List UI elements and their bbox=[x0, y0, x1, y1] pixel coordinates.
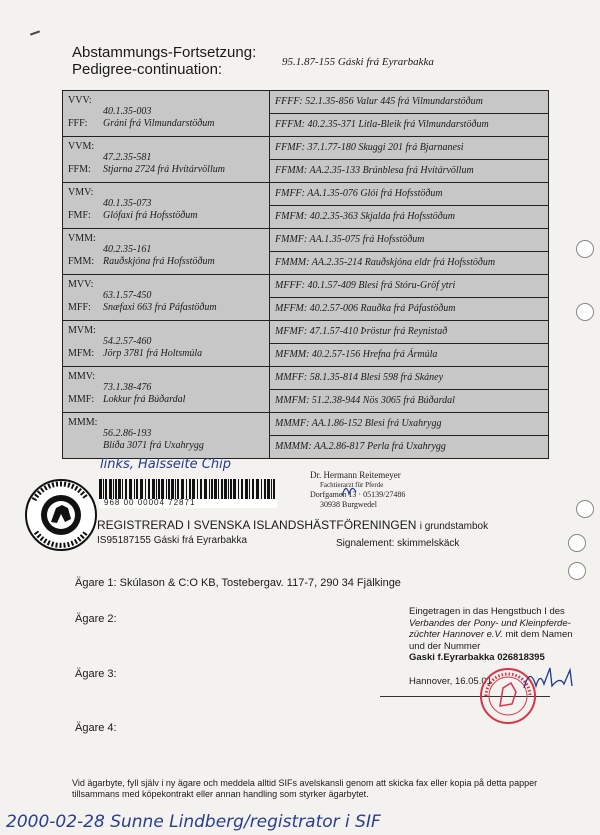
barcode-bar bbox=[109, 479, 112, 499]
barcode-bar bbox=[168, 479, 170, 499]
barcode-bar bbox=[209, 479, 210, 499]
barcode-bar bbox=[267, 479, 270, 499]
barcode-bar bbox=[264, 479, 266, 499]
ancestor-number: 47.2.35-581 bbox=[103, 152, 152, 163]
pedigree-right-cell bbox=[270, 137, 549, 183]
ancestor-number: 73.1.38-476 bbox=[103, 382, 152, 393]
barcode-bar bbox=[197, 479, 198, 499]
vet-city: 30938 Burgwedel bbox=[320, 500, 377, 509]
vet-name: Dr. Hermann Reitemeyer bbox=[310, 470, 401, 480]
registration-heading: REGISTRERAD I SVENSKA ISLANDSHÄSTFÖRENINGEN bbox=[97, 518, 417, 532]
barcode-bar bbox=[99, 479, 102, 499]
ancestor-name: Stjarna 2724 frá Hvítárvöllum bbox=[103, 164, 225, 175]
pedigree-left-cell bbox=[63, 137, 270, 183]
pedigree-left-cell bbox=[63, 321, 270, 367]
barcode-bar bbox=[145, 479, 146, 499]
barcode-bar bbox=[249, 479, 250, 499]
vet-signature-scribble bbox=[340, 482, 358, 498]
barcode-bar bbox=[192, 479, 195, 499]
barcode bbox=[99, 479, 277, 499]
ancestor-number: 54.2.57-460 bbox=[103, 336, 152, 347]
barcode-bar bbox=[140, 479, 143, 499]
barcode-bar bbox=[204, 479, 207, 499]
ancestor-name: Snæfaxi 663 frá Páfastöðum bbox=[103, 302, 217, 313]
header-title bbox=[72, 44, 256, 78]
barcode-bar bbox=[271, 479, 272, 499]
binder-hole bbox=[576, 240, 594, 258]
owner-2-label: Ägare 2: bbox=[75, 613, 117, 625]
barcode-bar bbox=[230, 479, 232, 499]
great-grandparent-entry: MMMM: AA.2.86-817 Perla frá Uxahrygg bbox=[270, 435, 548, 458]
barcode-bar bbox=[224, 479, 227, 499]
hannover-date: Hannover, 16.05.01 bbox=[409, 675, 492, 687]
barcode-bar bbox=[200, 479, 202, 499]
stray-mark bbox=[30, 30, 40, 35]
great-grandparent-entry: FMFM: 40.2.35-363 Skjalda frá Hofsstöðum bbox=[270, 205, 548, 228]
pedigree-left-cell bbox=[63, 367, 270, 413]
ancestor-code: VMM: bbox=[68, 233, 96, 244]
title-english: Pedigree-continuation: bbox=[72, 61, 223, 78]
svenska-islandshast-logo bbox=[24, 478, 98, 552]
ancestor-sub-code: FFF: bbox=[68, 118, 88, 129]
pedigree-left-cell bbox=[63, 413, 270, 459]
barcode-bar bbox=[113, 479, 114, 499]
ancestor-sub-code: MFM: bbox=[68, 348, 95, 359]
ancestor-sub-code: FMM: bbox=[68, 256, 95, 267]
ancestor-code: MVV: bbox=[68, 279, 94, 290]
great-grandparent-entry: MMMF: AA.1.86-152 Blesi frá Uxahrygg bbox=[275, 418, 442, 429]
barcode-bar bbox=[134, 479, 135, 499]
barcode-bar bbox=[186, 479, 187, 499]
barcode-bar bbox=[125, 479, 127, 499]
ancestor-code: VVM: bbox=[68, 141, 95, 152]
barcode-bar bbox=[233, 479, 236, 499]
barcode-bar bbox=[161, 479, 164, 499]
barcode-bar bbox=[238, 479, 239, 499]
barcode-bar bbox=[136, 479, 138, 499]
barcode-bar bbox=[273, 479, 275, 499]
great-grandparent-entry: FFFM: 40.2.35-371 Litla-Bleik frá Vilmundarstöðum bbox=[270, 113, 548, 136]
ancestor-number: 40.2.35-161 bbox=[103, 244, 152, 255]
owner-1-label: Ägare 1: bbox=[75, 577, 117, 589]
barcode-bar bbox=[252, 479, 254, 499]
owner-4-label: Ägare 4: bbox=[75, 722, 117, 734]
barcode-bar bbox=[241, 479, 243, 499]
great-grandparent-entry: FMFF: AA.1.35-076 Glói frá Hofsstöðum bbox=[275, 188, 443, 199]
barcode-bar bbox=[221, 479, 223, 499]
pedigree-row bbox=[63, 321, 549, 367]
barcode-bar bbox=[245, 479, 248, 499]
ancestor-name: Blíða 3071 frá Uxahrygg bbox=[103, 440, 204, 451]
pedigree-row bbox=[63, 367, 549, 413]
barcode-bar bbox=[171, 479, 174, 499]
hannover-signature bbox=[520, 662, 580, 696]
barcode-bar bbox=[129, 479, 132, 499]
barcode-bar bbox=[105, 479, 107, 499]
vet-title: Fachtierarzt für Pferde bbox=[320, 481, 384, 489]
vet-address: Dorfgamen 13 · 05139/27486 bbox=[310, 490, 406, 499]
ancestor-number: 63.1.57-450 bbox=[103, 290, 152, 301]
ancestor-name: Lokkur frá Búðardal bbox=[103, 394, 186, 405]
ancestor-number: 40.1.35-073 bbox=[103, 198, 152, 209]
great-grandparent-entry: MMFF: 58.1.35-814 Blesi 598 frá Skáney bbox=[275, 372, 444, 383]
barcode-bar bbox=[118, 479, 121, 499]
great-grandparent-entry: MFMF: 47.1.57-410 Þröstur frá Reynistað bbox=[275, 326, 448, 337]
great-grandparent-entry: MFFM: 40.2.57-006 Rauðka frá Páfastöðum bbox=[270, 297, 548, 320]
ancestor-sub-code: MMF: bbox=[68, 394, 95, 405]
barcode-bar bbox=[214, 479, 217, 499]
owner-1 bbox=[75, 577, 401, 589]
hannover-line2: Verbandes der Pony- und Kleinpferde- bbox=[409, 617, 571, 629]
binder-hole bbox=[576, 303, 594, 321]
ancestor-sub-code: FMF: bbox=[68, 210, 91, 221]
barcode-bar bbox=[181, 479, 184, 499]
pedigree-table bbox=[62, 90, 549, 459]
pedigree-row bbox=[63, 137, 549, 183]
registration-id: IS95187155 Gáski frá Eyrarbakka bbox=[97, 535, 248, 546]
great-grandparent-entry: MMFM: 51.2.38-944 Nös 3065 frá Búðardal bbox=[270, 389, 548, 412]
ancestor-number: 40.1.35-003 bbox=[103, 106, 152, 117]
pedigree-right-cell bbox=[270, 321, 549, 367]
pedigree-row bbox=[63, 91, 549, 137]
pedigree-row bbox=[63, 183, 549, 229]
great-grandparent-entry: MFFF: 40.1.57-409 Blesi frá Stóru-Gröf ytri bbox=[275, 280, 456, 291]
horse-reference: 95.1.87-155 Gáski frá Eyrarbakka bbox=[282, 56, 434, 68]
pedigree-right-cell bbox=[270, 229, 549, 275]
barcode-bar bbox=[158, 479, 160, 499]
barcode-bar bbox=[218, 479, 219, 499]
ancestor-code: MMM: bbox=[68, 417, 98, 428]
barcode-bar bbox=[122, 479, 123, 499]
hannover-line5: Gaski f.Eyrarbakka 026818395 bbox=[409, 652, 545, 663]
pedigree-left-cell bbox=[63, 275, 270, 321]
owner-3-label: Ägare 3: bbox=[75, 668, 117, 680]
registration-suffix: i grundstambok bbox=[419, 521, 489, 532]
pedigree-right-cell bbox=[270, 367, 549, 413]
barcode-bar bbox=[103, 479, 104, 499]
great-grandparent-entry: FMMF: AA.1.35-075 frá Hofsstöðum bbox=[275, 234, 425, 245]
ancestor-name: Glófaxi frá Hofsstöðum bbox=[103, 210, 198, 221]
pedigree-row bbox=[63, 229, 549, 275]
pedigree-row bbox=[63, 413, 549, 459]
ancestor-code: VMV: bbox=[68, 187, 94, 198]
pedigree-right-cell bbox=[270, 275, 549, 321]
barcode-bar bbox=[148, 479, 150, 499]
ancestor-code: MVM: bbox=[68, 325, 96, 336]
barcode-bar bbox=[115, 479, 117, 499]
pedigree-left-cell bbox=[63, 91, 270, 137]
barcode-bar bbox=[175, 479, 176, 499]
great-grandparent-entry: FFMF: 37.1.77-180 Skuggi 201 frá Bjarnanesi bbox=[275, 142, 464, 153]
ancestor-name: Jörp 3781 frá Holtsmúla bbox=[103, 348, 203, 359]
great-grandparent-entry: MFMM: 40.2.57-156 Hrefna frá Ármúla bbox=[270, 343, 548, 366]
hannover-line4: und der Nummer bbox=[409, 640, 481, 652]
barcode-bar bbox=[177, 479, 179, 499]
hannover-line1: Eingetragen in das Hengstbuch I des bbox=[409, 606, 565, 617]
ancestor-sub-code: FFM: bbox=[68, 164, 91, 175]
barcode-bar bbox=[261, 479, 262, 499]
pedigree-left-cell bbox=[63, 183, 270, 229]
barcode-bar bbox=[152, 479, 155, 499]
barcode-bar bbox=[256, 479, 259, 499]
binder-hole bbox=[576, 500, 594, 518]
signalement: Signalement: skimmelskäck bbox=[336, 538, 460, 549]
ancestor-name: Rauðskjóna frá Hofsstöðum bbox=[103, 256, 215, 267]
pedigree-right-cell bbox=[270, 91, 549, 137]
barcode-bar bbox=[166, 479, 167, 499]
owner-1-value: Skúlason & C:O KB, Tostebergav. 117-7, 290 34 Fjälkinge bbox=[119, 577, 401, 589]
barcode-bar bbox=[228, 479, 229, 499]
ancestor-code: VVV: bbox=[68, 95, 92, 106]
ancestor-number: 56.2.86-193 bbox=[103, 428, 152, 439]
great-grandparent-entry: FFFF: 52.1.35-856 Valur 445 frá Vilmundarstöðum bbox=[275, 96, 483, 107]
great-grandparent-entry: FFMM: AA.2.35-133 Brúnblesa frá Hvítárvöllum bbox=[270, 159, 548, 182]
great-grandparent-entry: FMMM: AA.2.35-214 Rauðskjóna eldr frá Hofsstöðum bbox=[270, 251, 548, 274]
ancestor-name: Gráni frá Vilmundarstöðum bbox=[103, 118, 215, 129]
registrar-signature: 2000-02-28 Sunne Lindberg/registrator i SIF bbox=[6, 812, 381, 832]
barcode-number: 968 00 00004 72871 bbox=[104, 498, 196, 507]
registration-title bbox=[97, 518, 488, 532]
binder-hole bbox=[568, 562, 586, 580]
handwritten-chip-note: links, Halsseite Chip bbox=[100, 457, 231, 472]
pedigree-row bbox=[63, 275, 549, 321]
pedigree-right-cell bbox=[270, 413, 549, 459]
pedigree-left-cell bbox=[63, 229, 270, 275]
ancestor-sub-code: MFF: bbox=[68, 302, 91, 313]
binder-hole bbox=[568, 534, 586, 552]
title-swedish: Abstammungs-Fortsetzung: bbox=[72, 44, 257, 61]
barcode-bar bbox=[189, 479, 191, 499]
ancestor-code: MMV: bbox=[68, 371, 96, 382]
barcode-bar bbox=[156, 479, 157, 499]
barcode-bar bbox=[211, 479, 213, 499]
pedigree-right-cell bbox=[270, 183, 549, 229]
footer-note: Vid ägarbyte, fyll själv i ny ägare och meddela alltid SIFs avelskansli genom att skicka fax eller kopia på detta papper tillsammans med köpekontrakt eller annan handling som styrker ägarbytet. bbox=[72, 778, 538, 799]
hannover-line3: züchter Hannover e.V. mit dem Namen bbox=[409, 629, 573, 640]
